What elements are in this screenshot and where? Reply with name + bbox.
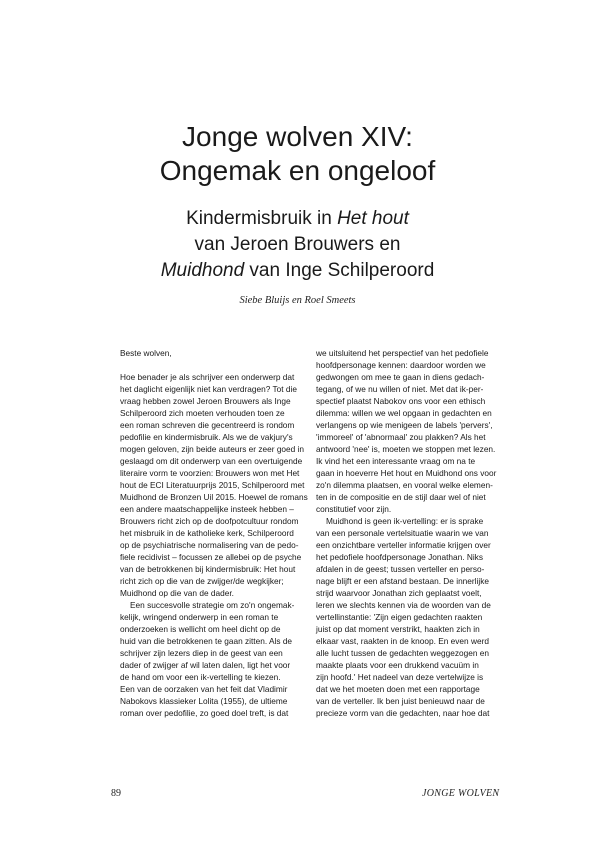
text-line: Muidhond op die van de dader. [120,588,234,598]
running-head: JONGE WOLVEN [422,788,500,799]
left-column [120,347,312,719]
book-title-muidhond: Muidhond [160,260,245,281]
text-line: alle lucht tussen de gedachten weggezogen en [316,648,489,658]
paragraph-1 [120,371,312,599]
title-line-2: Ongemak en ongeloof [159,155,436,186]
text-line: onderzoeken is wellicht om heel dicht op de [120,624,281,634]
right-column [316,347,508,719]
text-line: Muidhond is geen ik-vertelling: er is sprake [326,516,484,526]
book-title-het-hout: Het hout [337,208,409,229]
text-line: hoofdpersonage kennen: daardoor worden we [316,360,486,370]
text-line: verlangens op wie menigeen de labels 'pervers', [316,420,493,430]
text-line: 'immoreel' of 'abnormaal' zou plakken? Als het [316,432,486,442]
text-line: Schilperoord zich moeten verhouden toen ze [120,408,285,418]
text-line: nage blijft er een afstand bestaan. De innerlijke [316,576,489,586]
subtitle-line-3: Muidhond van Inge Schilperoord [160,260,435,281]
text-line: gedwongen om mee te gaan in diens gedach- [316,372,485,382]
text-line: ten in de compositie en de stijl daar wel of niet [316,492,486,502]
text-line: de hand om voor een ik-vertelling te kiezen. [120,672,281,682]
text-line: gaan in hoeverre Het hout en Muidhond ons voor [316,468,497,478]
text-line: Een succesvolle strategie om zo'n ongemak- [130,600,295,610]
text-line: het misbruik in de katholieke kerk, Schilperoord [120,528,294,538]
text-line: pedofilie en kindermisbruik. Als we de vakjury's [120,432,293,442]
text-line: een andere maatschappelijke insteek hebben – [120,504,294,514]
text-line: hout de ECI Literatuurprijs 2015, Schilperoord met [120,480,305,490]
author-byline: Siebe Bluijs en Roel Smeets [239,295,356,306]
text-line: juist op dat moment verstrikt, haakten zich in [316,624,480,634]
text-line: richt zich op die van de zwijger/de wegkijker; [120,576,284,586]
text-line: mogen geloven, zijn beide auteurs er zeer goed in [120,444,305,454]
text-line: Ik vind het een interessante vraag om na te [316,456,476,466]
text-line: zo'n dilemma plaatsen, en vooral welke elemen- [316,480,493,490]
text-line: literaire vorm te voorzien: Brouwers won met Het [120,468,300,478]
text-line: precieze vorm van die gedachten, naar hoe dat [316,708,490,718]
title-line-1: Jonge wolven XIV: [182,121,413,152]
paragraph-4 [316,515,508,719]
text-line: Een van de oorzaken van het feit dat Vladimir [120,684,288,694]
text-line: antwoord 'nee' is, moeten we stoppen met lezen. [316,444,496,454]
text-line: zijn hoofd.' Het nadeel van deze vertelwijze is [316,672,484,682]
text-line: dilemma: willen we wel opgaan in gedachten en [316,408,492,418]
salutation: Beste wolven, [120,348,172,358]
text-line: Hoe benader je als schrijver een onderwerp dat [120,372,295,382]
text-line: spectief plaatst Nabokov ons voor een ethisch [316,396,486,406]
text-line: Nabokovs klassieker Lolita (1955), de ultieme [120,696,288,706]
text-line: elkaar vast, raakten in de knoop. En even werd [316,636,489,646]
text-line: maakte plaats voor een drukkend vacuüm in [316,660,479,670]
text-line: van een personale vertelsituatie waarin we van [316,528,489,538]
text-line: kelijk, wringend onderwerp in een roman te [120,612,279,622]
subtitle-line-1: Kindermisbruik in Het hout [186,208,409,229]
text-line: van de betrokkenen bij kindermisbruik: Het hout [120,564,296,574]
text-line: geslaagd om dit onderwerp van een overtuigende [120,456,303,466]
text-line: roman over pedofilie, zo goed doel treft, is dat [120,708,289,718]
article-subtitle [0,206,595,284]
text-line: we uitsluitend het perspectief van het pedofiele [316,348,489,358]
text-line: het pedofiele hoofdpersonage Jonathan. Niks [316,552,483,562]
text-line: Brouwers richt zich op de doofpotcultuur rondom [120,516,299,526]
text-line: een roman schreven die gecentreerd is rondom [120,420,295,430]
text-line: schrijver zijn lezers diep in de geest van een [120,648,283,658]
text-line: dat we het moeten doen met een rapportage [316,684,480,694]
text-line: dader of zwijger af wil laten dalen, ligt het voor [120,660,291,670]
text-line: leren we slechts kennen via de woorden van de [316,600,491,610]
text-line: afdalen in de geest; tussen verteller en perso- [316,564,485,574]
text-line: vertellinstantie: 'Zijn eigen gedachten raakten [316,612,483,622]
article-title [0,120,595,188]
paragraph-3 [316,347,508,515]
text-line: Muidhond de Bronzen Uil 2015. Hoewel de romans [120,492,308,502]
text-line: huid van die betrokkenen te gaan zitten. Als de [120,636,293,646]
text-line: strijd waarvoor Jonathan zich geplaatst voelt, [316,588,482,598]
text-line: een onzichtbare verteller informatie krijgen over [316,540,491,550]
text-line: tegang, of we nu willen of niet. Met dat ik-per- [316,384,484,394]
text-line: het daglicht eigenlijk niet kan verdragen? Tot die [120,384,297,394]
text-line: constitutief voor zijn. [316,504,392,514]
page-number: 89 [111,788,121,799]
paragraph-2 [120,599,312,719]
text-line: op de psychiatrische normalisering van de pedo- [120,540,299,550]
text-line: van de verteller. Ik ben juist benieuwd naar de [316,696,485,706]
text-line: fiele recidivist – focussen ze allebei op de psyche [120,552,302,562]
subtitle-line-2: van Jeroen Brouwers en [194,234,401,255]
text-line: vraag hebben zowel Jeroen Brouwers als Inge [120,396,291,406]
